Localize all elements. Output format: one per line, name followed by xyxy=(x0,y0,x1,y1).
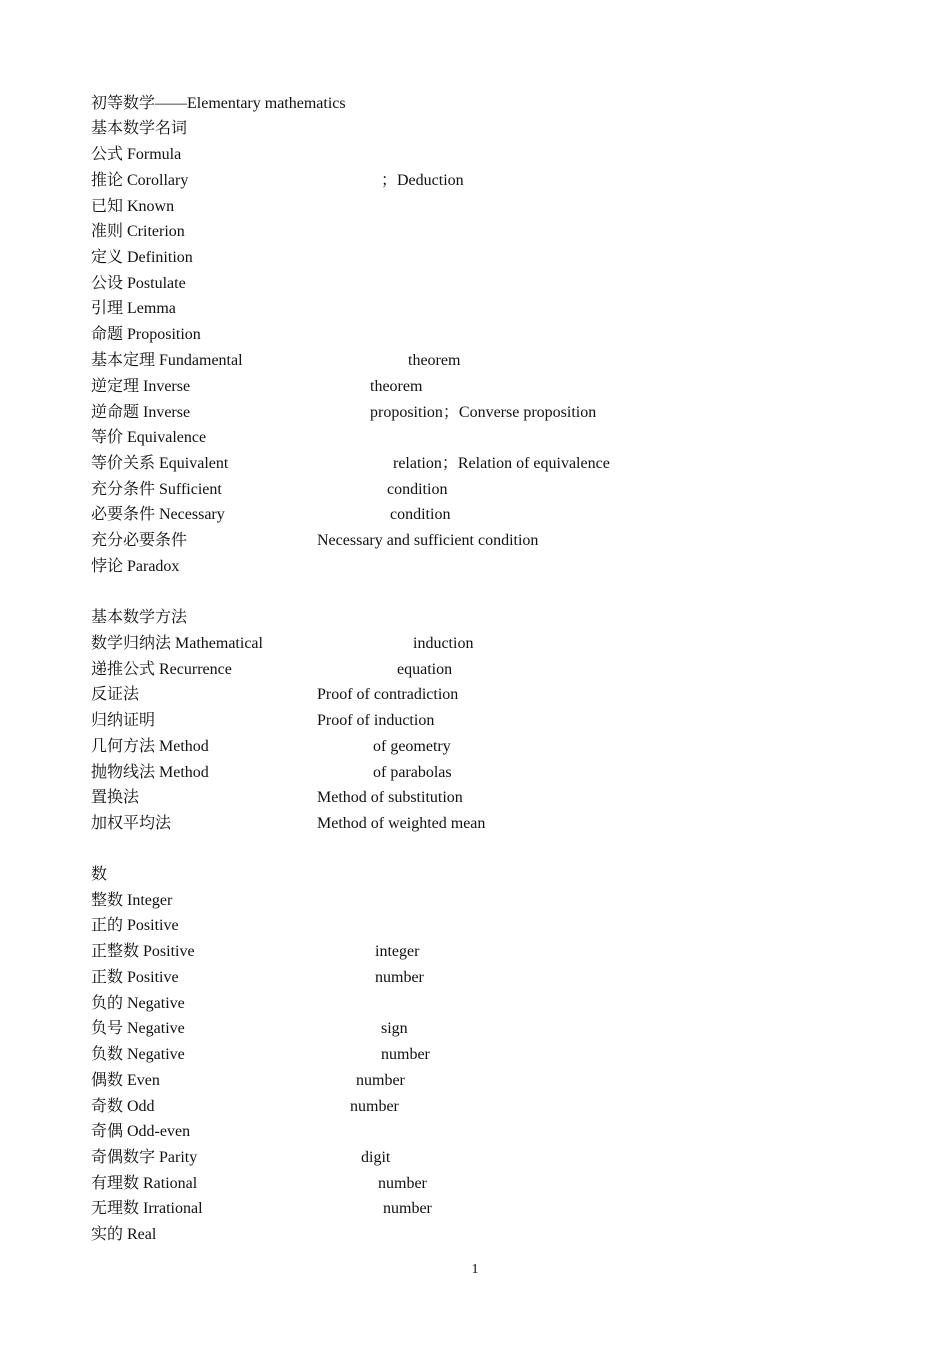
term-translation: ；Deduction xyxy=(381,172,464,189)
term-text: 定义 Definition xyxy=(91,249,193,266)
glossary-line xyxy=(91,298,176,320)
term-text: 偶数 Even xyxy=(91,1072,160,1089)
term-translation: Proof of induction xyxy=(317,712,435,729)
term-text: 正数 Positive xyxy=(91,969,179,986)
glossary-line xyxy=(91,684,459,706)
term-text: 引理 Lemma xyxy=(91,300,176,317)
term-text: 数学归纳法 Mathematical xyxy=(91,635,263,652)
term-translation: number xyxy=(383,1200,432,1217)
glossary-line xyxy=(91,659,453,681)
term-translation: number xyxy=(381,1046,430,1063)
glossary-line xyxy=(91,350,461,372)
glossary-line xyxy=(91,890,172,912)
glossary-line xyxy=(91,813,486,835)
glossary-line xyxy=(91,556,179,578)
glossary-line xyxy=(91,1121,190,1143)
term-text: 奇偶数字 Parity xyxy=(91,1149,198,1166)
term-text: 数 xyxy=(91,866,108,883)
term-text: 反证法 xyxy=(91,686,140,703)
term-translation: Method of substitution xyxy=(317,789,463,806)
glossary-line xyxy=(91,787,463,809)
term-translation: Proof of contradiction xyxy=(317,686,459,703)
term-translation: equation xyxy=(397,661,453,678)
glossary-line xyxy=(91,402,597,424)
glossary-line xyxy=(91,504,451,526)
glossary-line xyxy=(91,736,451,758)
glossary-line xyxy=(91,324,201,346)
glossary-line xyxy=(91,170,464,192)
term-text: 准则 Criterion xyxy=(91,223,185,240)
glossary-line xyxy=(91,1173,427,1195)
term-translation: induction xyxy=(413,635,474,652)
term-translation: theorem xyxy=(408,352,461,369)
term-text: 公设 Postulate xyxy=(91,275,186,292)
glossary-line xyxy=(91,376,423,398)
term-translation: number xyxy=(378,1175,427,1192)
term-translation: Method of weighted mean xyxy=(317,815,486,832)
term-translation: condition xyxy=(387,481,448,498)
glossary-line xyxy=(91,1018,408,1040)
glossary-line xyxy=(91,144,181,166)
glossary-line xyxy=(91,1198,432,1220)
term-translation: number xyxy=(356,1072,405,1089)
term-translation: of geometry xyxy=(373,738,451,755)
glossary-line xyxy=(91,607,187,629)
term-translation: condition xyxy=(390,506,451,523)
term-text: 负数 Negative xyxy=(91,1046,185,1063)
term-translation: digit xyxy=(361,1149,391,1166)
glossary-line xyxy=(91,453,610,475)
term-text: 必要条件 Necessary xyxy=(91,506,225,523)
term-text: 逆命题 Inverse xyxy=(91,404,191,421)
term-text: 充分条件 Sufficient xyxy=(91,481,222,498)
term-translation: integer xyxy=(375,943,420,960)
term-text: 悖论 Paradox xyxy=(91,558,180,575)
term-text: 抛物线法 Method xyxy=(91,764,209,781)
glossary-line xyxy=(91,864,107,886)
glossary-line xyxy=(91,93,346,115)
term-text: 基本数学名词 xyxy=(91,120,188,137)
term-text: 等价关系 Equivalent xyxy=(91,455,229,472)
glossary-line xyxy=(91,1070,405,1092)
glossary-line xyxy=(91,479,448,501)
term-translation: sign xyxy=(381,1020,408,1037)
term-text: 奇数 Odd xyxy=(91,1098,155,1115)
term-text: 推论 Corollary xyxy=(91,172,189,189)
glossary-line xyxy=(91,710,435,732)
term-text: 加权平均法 xyxy=(91,815,172,832)
term-translation: relation；Relation of equivalence xyxy=(393,455,610,472)
page-number: 1 xyxy=(471,1262,479,1277)
term-text: 实的 Real xyxy=(91,1226,157,1243)
term-text: 基本数学方法 xyxy=(91,609,188,626)
glossary-line xyxy=(91,221,185,243)
glossary-line xyxy=(91,1147,391,1169)
term-text: 基本定理 Fundamental xyxy=(91,352,243,369)
glossary-line xyxy=(91,1224,156,1246)
term-text: 几何方法 Method xyxy=(91,738,209,755)
term-translation: number xyxy=(375,969,424,986)
glossary-line xyxy=(91,196,174,218)
glossary-line xyxy=(91,118,187,140)
term-text: 归纳证明 xyxy=(91,712,156,729)
term-text: 正整数 Positive xyxy=(91,943,195,960)
term-text: 奇偶 Odd-even xyxy=(91,1123,191,1140)
glossary-line xyxy=(91,915,179,937)
glossary-line xyxy=(91,273,186,295)
term-text: 负号 Negative xyxy=(91,1020,185,1037)
term-text: 命题 Proposition xyxy=(91,326,201,343)
glossary-line xyxy=(91,967,424,989)
glossary-line xyxy=(91,247,193,269)
term-translation: of parabolas xyxy=(373,764,452,781)
term-text: 负的 Negative xyxy=(91,995,185,1012)
term-translation: proposition；Converse proposition xyxy=(370,404,597,421)
glossary-line xyxy=(91,1096,399,1118)
term-text: 置换法 xyxy=(91,789,140,806)
term-text: 初等数学——Elementary mathematics xyxy=(91,95,346,112)
term-translation: theorem xyxy=(370,378,423,395)
term-text: 正的 Positive xyxy=(91,917,179,934)
term-text: 逆定理 Inverse xyxy=(91,378,191,395)
glossary-line xyxy=(91,427,206,449)
term-text: 充分必要条件 xyxy=(91,532,188,549)
term-text: 等价 Equivalence xyxy=(91,429,207,446)
glossary-line xyxy=(91,633,474,655)
glossary-line xyxy=(91,1044,430,1066)
term-text: 整数 Integer xyxy=(91,892,173,909)
term-translation: number xyxy=(350,1098,399,1115)
term-text: 递推公式 Recurrence xyxy=(91,661,232,678)
term-text: 有理数 Rational xyxy=(91,1175,198,1192)
term-text: 公式 Formula xyxy=(91,146,182,163)
term-text: 已知 Known xyxy=(91,198,175,215)
glossary-line xyxy=(91,762,452,784)
glossary-line xyxy=(91,993,185,1015)
glossary-line xyxy=(91,941,420,963)
term-text: 无理数 Irrational xyxy=(91,1200,203,1217)
term-translation: Necessary and sufficient condition xyxy=(317,532,539,549)
glossary-line xyxy=(91,530,539,552)
